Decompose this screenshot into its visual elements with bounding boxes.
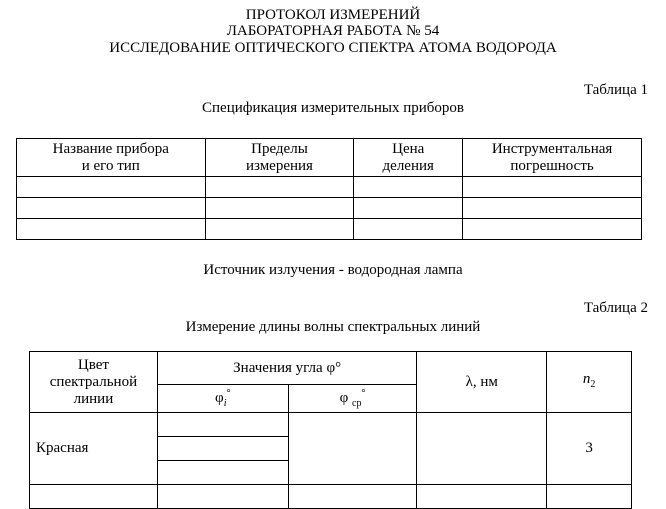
table1-caption: Спецификация измерительных приборов [202, 100, 464, 116]
table-cell[interactable] [30, 485, 158, 509]
table-row [17, 177, 642, 198]
header-text: спектральной [49, 373, 138, 390]
table2-caption: Измерение длины волны спектральных линий [185, 319, 481, 335]
column-header-n2 [547, 352, 632, 413]
phi-symbol: φ [215, 390, 224, 406]
table-row [30, 413, 632, 437]
table-cell[interactable] [354, 177, 463, 198]
column-header-error [463, 139, 642, 177]
table-row [17, 198, 642, 219]
column-header-phi-i [157, 385, 288, 413]
table-cell[interactable] [17, 177, 206, 198]
table-cell[interactable] [205, 177, 354, 198]
column-header-line-color [30, 352, 158, 413]
table-cell[interactable] [463, 219, 642, 240]
table-header-row [17, 139, 642, 177]
table-cell[interactable] [157, 413, 288, 437]
table-row [17, 219, 642, 240]
table-cell[interactable] [157, 485, 288, 509]
table-cell[interactable] [417, 413, 547, 485]
header-text: деления [382, 157, 434, 174]
table-cell[interactable] [205, 219, 354, 240]
table-cell[interactable] [463, 198, 642, 219]
table-header-row [30, 352, 632, 385]
table-cell[interactable] [354, 219, 463, 240]
column-header-wavelength: λ, нм [417, 352, 547, 413]
instruments-table [16, 138, 642, 240]
n2-index: 2 [590, 379, 596, 390]
table1-label: Таблица 1 [583, 82, 648, 98]
n2-symbol: n [582, 371, 591, 387]
table-cell[interactable] [288, 413, 417, 485]
wavelength-table [29, 351, 632, 509]
header-text: и его тип [81, 157, 140, 174]
header-text: измерения [245, 157, 313, 174]
header-text: Цвет [77, 356, 109, 373]
column-header-phi-avg [288, 385, 417, 413]
table-cell[interactable] [463, 177, 642, 198]
header-text: Инструментальная [491, 140, 613, 157]
table-cell[interactable] [157, 461, 288, 485]
radiation-source-text: Источник излучения - водородная лампа [203, 262, 463, 278]
phi-symbol: φ [339, 390, 349, 406]
header-text: Название прибора [52, 140, 169, 157]
header-text: Цена [392, 140, 425, 157]
column-header-range [205, 139, 354, 177]
table-cell[interactable] [547, 485, 632, 509]
header-text: Пределы [251, 140, 308, 157]
header-text: погрешность [510, 157, 594, 174]
table-cell[interactable] [17, 219, 206, 240]
column-header-division [354, 139, 463, 177]
row-label-red: Красная [30, 413, 158, 485]
column-header-angle-values: Значения угла φ° [157, 352, 417, 385]
phi-index: i [223, 398, 227, 409]
protocol-title: ПРОТОКОЛ ИЗМЕРЕНИЙ [245, 7, 421, 23]
lab-work-title: ИССЛЕДОВАНИЕ ОПТИЧЕСКОГО СПЕКТРА АТОМА ВОДОРОДА [109, 40, 557, 56]
table-cell[interactable] [417, 485, 547, 509]
column-header-instrument [17, 139, 206, 177]
degree-symbol: ° [226, 388, 231, 399]
table-cell[interactable] [205, 198, 354, 219]
table-row [30, 485, 632, 509]
table2-label: Таблица 2 [583, 300, 648, 316]
table-cell[interactable] [354, 198, 463, 219]
table-cell[interactable] [288, 485, 417, 509]
row-n2-value: 3 [547, 413, 632, 485]
header-text: линии [73, 390, 114, 407]
degree-symbol: ° [361, 388, 366, 399]
lab-work-number: ЛАБОРАТОРНАЯ РАБОТА № 54 [226, 23, 440, 39]
phi-index: ср [352, 398, 362, 409]
table-cell[interactable] [157, 437, 288, 461]
table-cell[interactable] [17, 198, 206, 219]
